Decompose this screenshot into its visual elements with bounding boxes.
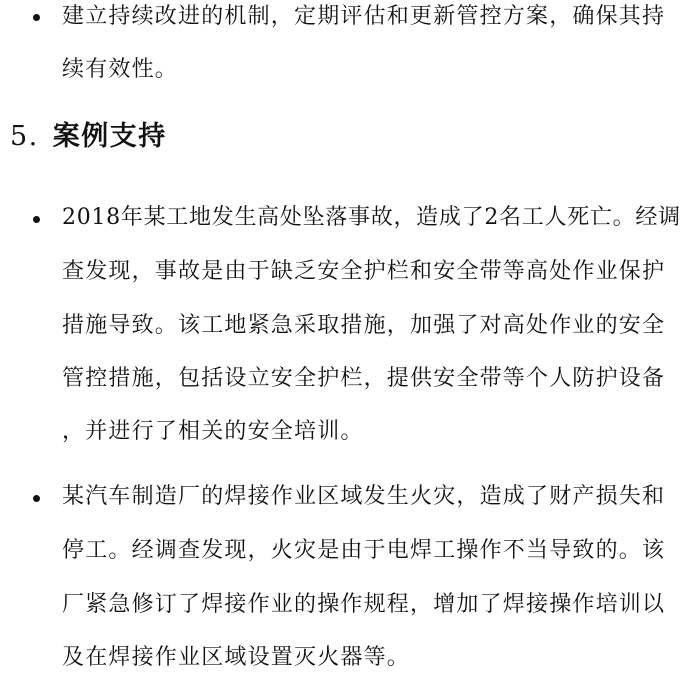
section-heading — [10, 121, 167, 153]
text-line: 管控措施，包括设立安全护栏，提供安全带等个人防护设备 — [62, 366, 666, 391]
section-number: 5. — [10, 121, 39, 152]
text-line: 建立持续改进的机制，定期评估和更新管控方案，确保其持 — [62, 4, 666, 29]
text-line: 及在焊接作业区域设置灭火器等。 — [62, 645, 411, 670]
bullet-icon — [33, 495, 40, 502]
section-title: 案例支持 — [52, 121, 167, 152]
text-line: 续有效性。 — [62, 57, 179, 82]
bullet-icon — [33, 216, 40, 223]
text-line: ，并进行了相关的安全培训。 — [62, 419, 364, 444]
text-line: 厂紧急修订了焊接作业的操作规程，增加了焊接操作培训以 — [62, 592, 666, 617]
text-line: 停工。经调查发现，火灾是由于电焊工操作不当导致的。该 — [62, 538, 666, 563]
text-line: 措施导致。该工地紧急采取措施，加强了对高处作业的安全 — [62, 313, 666, 338]
text-line: 某汽车制造厂的焊接作业区域发生火灾，造成了财产损失和 — [62, 484, 666, 509]
text-line: 2018年某工地发生高处坠落事故，造成了2名工人死亡。经调 — [62, 205, 681, 230]
text-line: 查发现，事故是由于缺乏安全护栏和安全带等高处作业保护 — [62, 259, 666, 284]
bullet-icon — [33, 14, 40, 21]
